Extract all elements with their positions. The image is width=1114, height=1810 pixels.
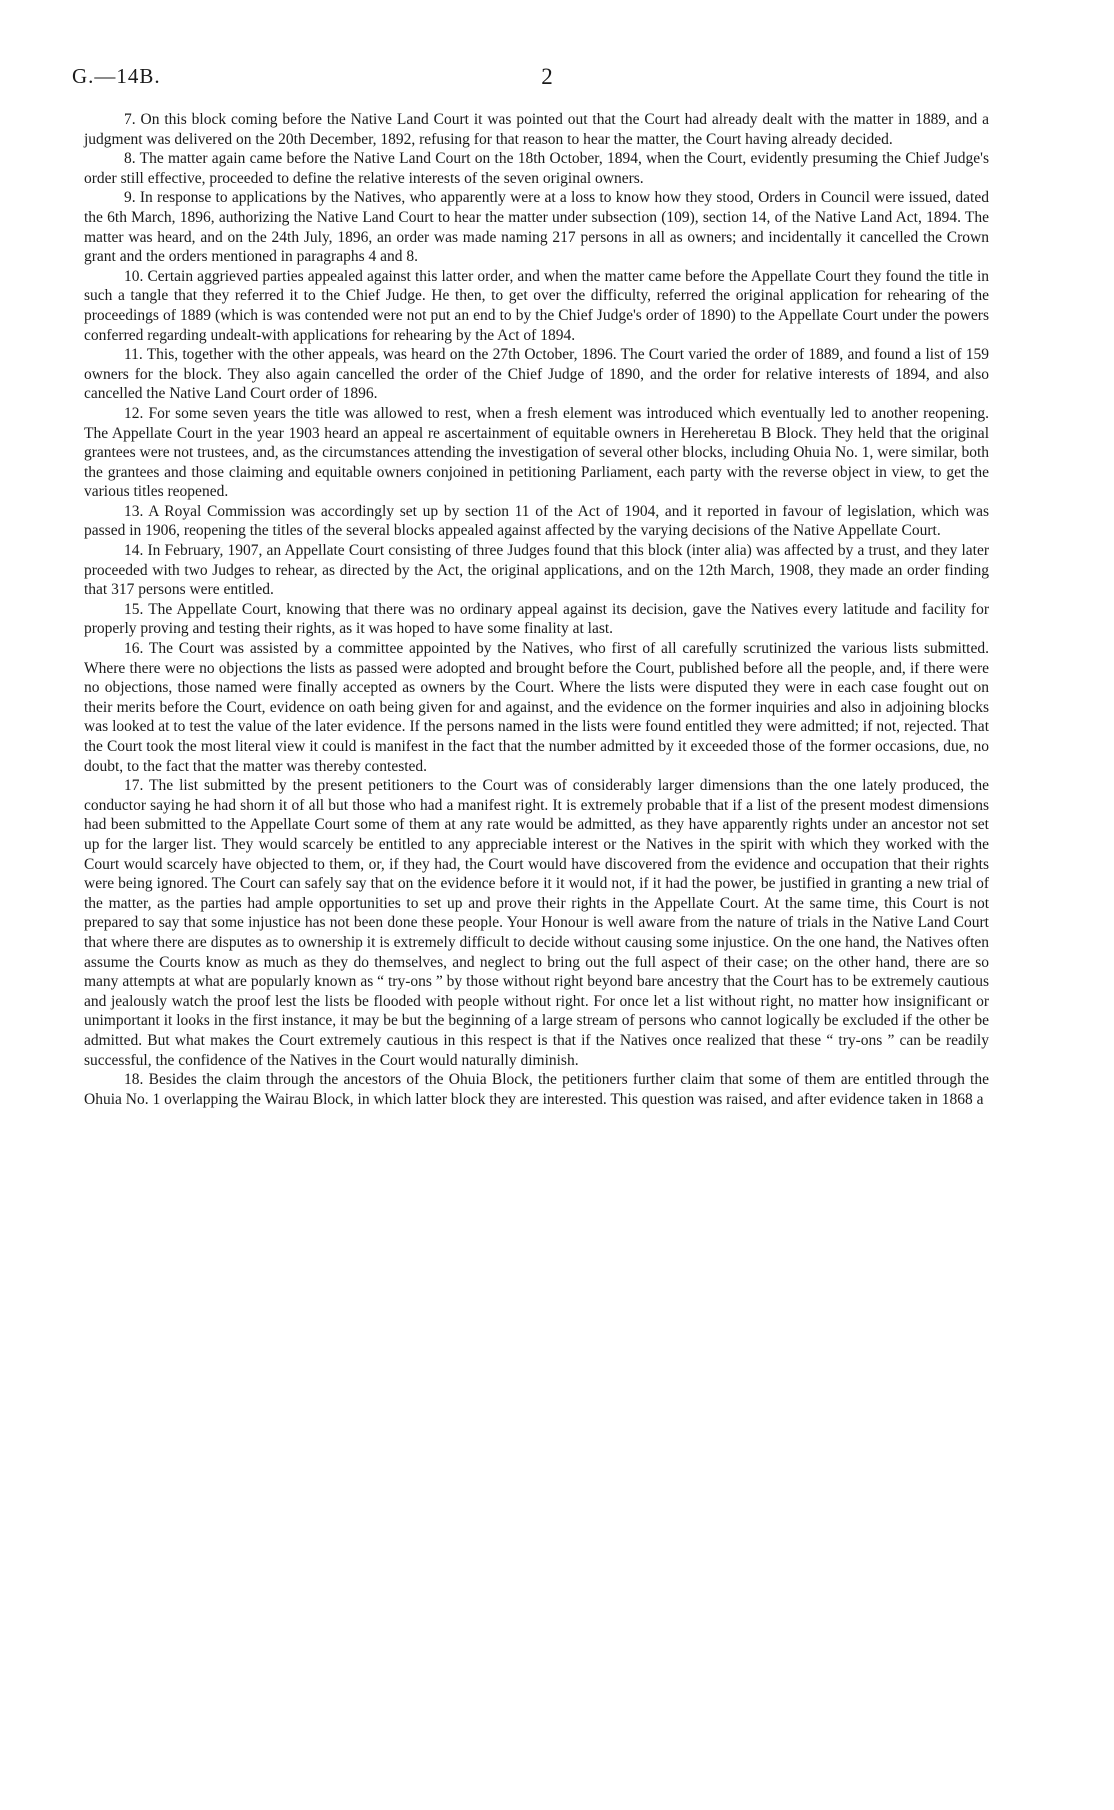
paragraph-8: 8. The matter again came before the Native Land Court on the 18th October, 1894, when the Court, evidently presuming the Chief Judge's order still effective, proceeded to define the relative interests of the seven original owners. [84,150,989,187]
paragraph-10: 10. Certain aggrieved parties appealed against this latter order, and when the matter came before the Appellate Court they found the title in such a tangle that they referred it to the Chief Judge. He then, to get over the difficulty, referred the original application for rehearing of the proceedings of 1889 (which is was contended were not put an end to by the Chief Judge's order of 1890) to the Appellate Court under the powers conferred regarding undealt-with applications for rehearing by the Act of 1894. [84,267,989,344]
paragraph-16: 16. The Court was assisted by a committee appointed by the Natives, who first of all carefully scrutinized the various lists submitted. Where there were no objections the lists as passed were adopted and brought before the Court, published before all the people, and, if there were no objections, those named were finally accepted as owners by the Court. Where the lists were disputed they were in each case fought out on their merits before the Court, evidence on oath being given for and against, and the evidence on the former inquiries and also in adjoining blocks was looked at to test the value of the later evidence. If the persons named in the lists were found entitled they were admitted; if not, rejected. That the Court took the most literal view it could is manifest in the fact that the number admitted by it exceeded those of the former occasions, due, no doubt, to the fact that the matter was thereby contested. [84,640,989,775]
paragraph-14: 14. In February, 1907, an Appellate Court consisting of three Judges found that this block (inter alia) was affected by a trust, and they later proceeded with two Judges to rehear, as directed by the Act, the original applications, and on the 12th March, 1908, they made an order finding that 317 persons were entitled. [84,542,989,599]
paragraph-17: 17. The list submitted by the present petitioners to the Court was of considerably larger dimensions than the one lately produced, the conductor saying he had shorn it of all but those who had a manifest right. It is extremely probable that if a list of the present modest dimensions had been submitted to the Appellate Court some of them at any rate would be admitted, as they have apparently rights under an ancestor not set up for the larger list. They would scarcely be entitled to any appreciable interest or the Natives in the spirit with which they worked with the Court would scarcely have objected to them, or, if they had, the Court would have discovered from the evidence and occupation that their rights were being ignored. The Court can safely say that on the evidence before it it would not, if it had the power, be justified in granting a new trial of the matter, as the parties had ample opportunities to set up and prove their rights in the Appellate Court. At the same time, this Court is not prepared to say that some injustice has not been done these people. Your Honour is well aware from the nature of trials in the Native Land Court that where there are disputes as to ownership it is extremely difficult to decide without causing some injustice. On the one hand, the Natives often assume the Courts know as much as they do themselves, and neglect to bring out the full aspect of their case; on the other hand, there are so many attempts at what are popularly known as “ try-ons ” by those without right beyond bare ancestry that the Court has to be extremely cautious and jealously watch the proof lest the lists be flooded with people without right. For once let a list without right, no matter how insignificant or unimportant it looks in the first instance, it may be but the beginning of a large stream of persons who cannot logically be excluded if the other be admitted. But what makes the Court extremely cautious in this respect is that if the Natives once realized that these “ try-ons ” can be readily successful, the confidence of the Natives in the Court would naturally diminish. [84,777,989,1069]
page-header [72,64,992,94]
paragraph-15: 15. The Appellate Court, knowing that there was no ordinary appeal against its decision, gave the Natives every latitude and facility for properly proving and testing their rights, as it was hoped to have some finality at last. [84,600,989,638]
paragraph-18: 18. Besides the claim through the ancestors of the Ohuia Block, the petitioners further claim that some of them are entitled through the Ohuia No. 1 overlapping the Wairau Block, in which latter block they are interested. This question was raised, and after evidence taken in 1868 a [84,1071,989,1108]
body-text [84,110,989,1109]
paragraph-12: 12. For some seven years the title was allowed to rest, when a fresh element was introduced which eventually led to another reopening. The Appellate Court in the year 1903 heard an appeal re ascertainment of equitable owners in Hereheretau B Block. They held that the original grantees were not trustees, and, as the circumstances attending the investigation of several other blocks, including Ohuia No. 1, were similar, both the grantees and those claiming and equitable owners conjoined in petitioning Parliament, each party with the reverse object in view, to get the various titles reopened. [84,404,989,501]
document-reference: G.—14B. [72,64,161,88]
paragraph-13: 13. A Royal Commission was accordingly set up by section 11 of the Act of 1904, and it reported in favour of legislation, which was passed in 1906, reopening the titles of the several blocks appealed against affected by the varying decisions of the Native Appellate Court. [84,502,989,540]
paragraph-11: 11. This, together with the other appeals, was heard on the 27th October, 1896. The Court varied the order of 1889, and found a list of 159 owners for the block. They also again cancelled the order of the Chief Judge of 1890, and the order for relative interests of 1894, and also cancelled the Native Land Court order of 1896. [84,346,989,403]
paragraph-9: 9. In response to applications by the Natives, who apparently were at a loss to know how they stood, Orders in Council were issued, dated the 6th March, 1896, authorizing the Native Land Court to hear the matter under subsection (109), section 14, of the Native Land Act, 1894. The matter was heard, and on the 24th July, 1896, an order was made naming 217 persons in all as owners; and incidentally it cancelled the Crown grant and the orders mentioned in paragraphs 4 and 8. [84,189,989,266]
paragraph-7: 7. On this block coming before the Native Land Court it was pointed out that the Court had already dealt with the matter in 1889, and a judgment was delivered on the 20th December, 1892, refusing for that reason to hear the matter, the Court having already decided. [84,111,989,148]
page-number: 2 [541,64,553,89]
